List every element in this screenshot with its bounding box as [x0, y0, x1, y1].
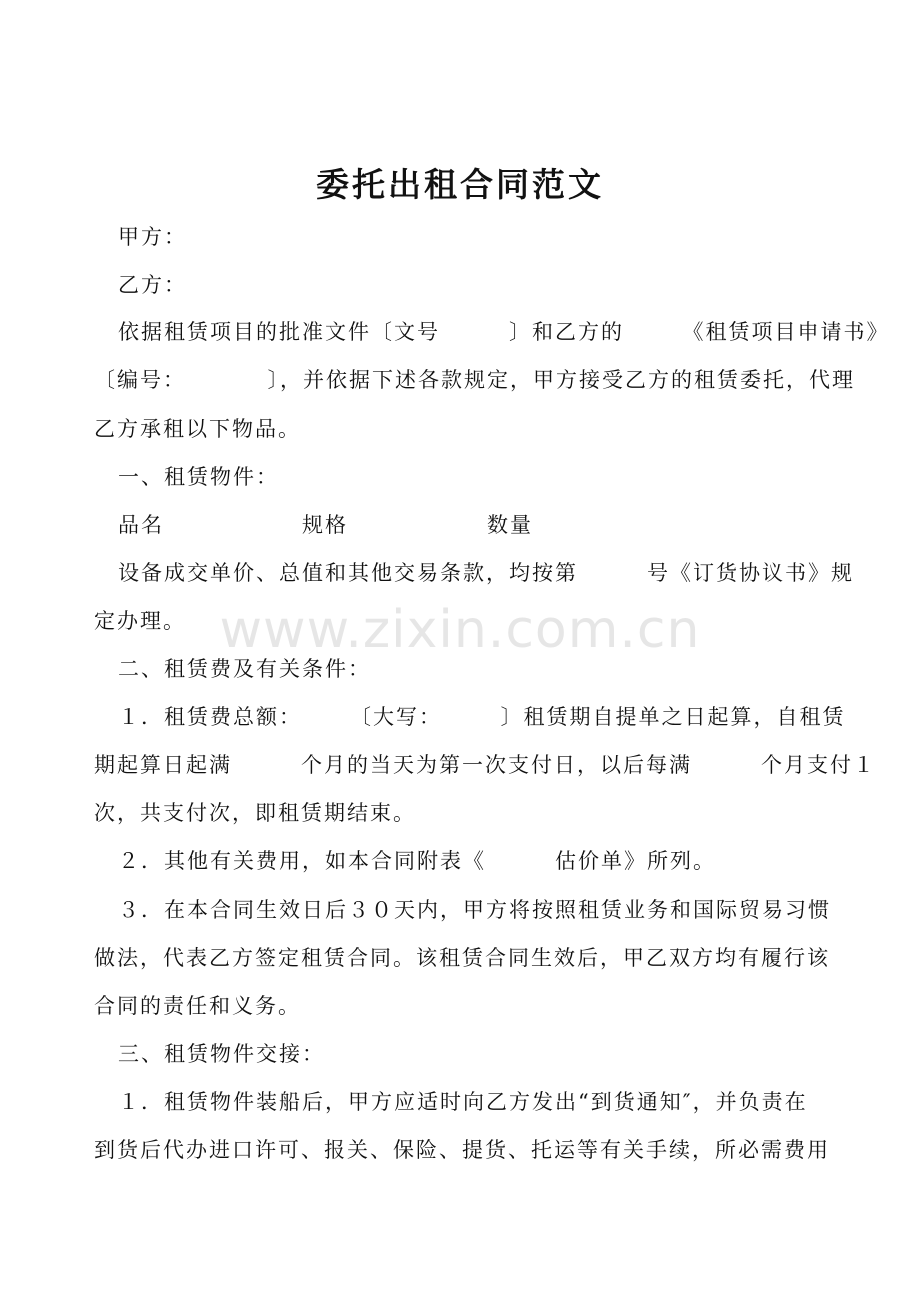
section-2-item-3-line-2: 做法，代表乙方签定租赁合同。该租赁合同生效后，甲乙双方均有履行该: [94, 946, 830, 970]
section-1-text-line-1: 设备成交单价、总值和其他交易条款，均按第 号《订货协议书》规: [118, 561, 854, 585]
section-1-text-line-2: 定办理。: [94, 609, 186, 633]
intro-line-2: 〔编号： 〕，并依据下述各款规定，甲方接受乙方的租赁委托，代理: [94, 368, 855, 392]
column-label-quantity: 数量: [487, 513, 533, 537]
section-2-item-3-line-3: 合同的责任和义务。: [94, 994, 301, 1018]
section-3-item-1-line-1: １．租赁物件装船后，甲方应适时向乙方发出“到货通知″，并负责在: [118, 1090, 808, 1114]
section-3-item-1-line-2: 到货后代办进口许可、报关、保险、提货、托运等有关手续，所必需费用: [94, 1138, 830, 1162]
party-a-label: 甲方：: [118, 225, 187, 249]
section-2-item-1-line-2: 期起算日起满 个月的当天为第一次支付日，以后每满 个月支付１: [94, 753, 876, 777]
intro-line-1: 依据租赁项目的批准文件〔文号 〕和乙方的 《租赁项目申请书》: [118, 320, 890, 344]
document-title: 委托出租合同范文: [316, 165, 604, 204]
section-2-item-1-line-1: １．租赁费总额： 〔大写： 〕租赁期自提单之日起算，自租赁: [118, 705, 846, 729]
section-2-item-1-line-3: 次，共支付次，即租赁期结束。: [94, 801, 416, 825]
section-1-heading: 一、租赁物件：: [118, 465, 279, 489]
column-label-name: 品名: [118, 513, 164, 537]
party-b-label: 乙方：: [118, 273, 187, 297]
section-2-item-3-line-1: ３．在本合同生效日后３０天内，甲方将按照租赁业务和国际贸易习惯: [118, 898, 831, 922]
column-label-spec: 规格: [302, 513, 348, 537]
section-3-heading: 三、租赁物件交接：: [118, 1042, 325, 1066]
watermark: www.zixin.com.cn: [219, 600, 701, 660]
intro-line-3: 乙方承租以下物品。: [94, 417, 301, 441]
section-2-item-2-line-1: ２．其他有关费用，如本合同附表《 估价单》所列。: [118, 849, 716, 873]
section-2-heading: 二、租赁费及有关条件：: [118, 657, 371, 681]
